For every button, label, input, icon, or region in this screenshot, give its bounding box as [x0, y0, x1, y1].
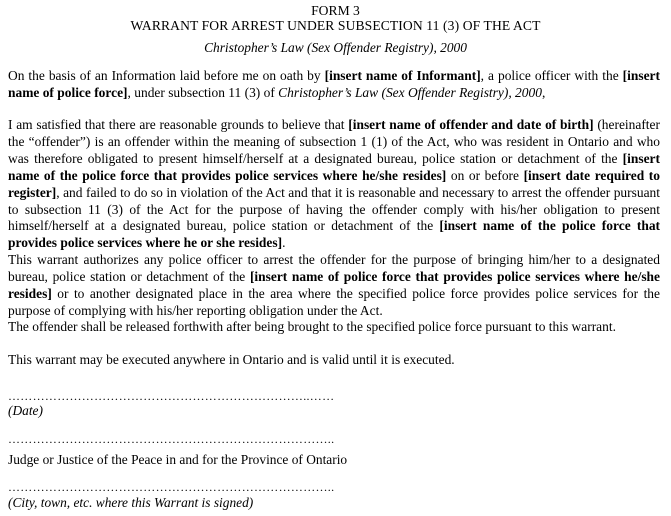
form-number: FORM 3: [311, 3, 360, 18]
judge-signature-line: ……………………………………………………………………..: [8, 433, 335, 445]
act-name-italic: Christopher’s Law (Sex Offender Registry), 2000: [278, 84, 542, 100]
form-title: WARRANT FOR ARREST UNDER SUBSECTION 11 (3) OF THE ACT: [130, 18, 541, 33]
paragraph-text: On the basis of an Information laid before me on oath by: [8, 68, 325, 83]
placeholder-police-force-name: [insert name of police force]: [8, 68, 660, 100]
form-subtitle: Christopher’s Law (Sex Offender Registry), 2000: [204, 40, 467, 55]
placeholder-police-force-residence: [insert name of the police force that provides police services where he/she resides]: [8, 150, 660, 183]
paragraph-text: , and failed to do so in violation of the Act and that it is reasonable and necessary to arrest the offender pursuant to subsection 11 (3) of the Act for the purpose of having the offender comply with his/her obligation to present himself/herself at a designated bureau, police station or detachment of the: [8, 184, 660, 234]
placeholder-offender-name-dob: [insert name of offender and date of birth]: [348, 117, 594, 132]
paragraph-text: .: [282, 235, 286, 251]
paragraph-validity: This warrant may be executed anywhere in Ontario and is valid until it is executed.: [8, 352, 455, 367]
paragraph-text: ,: [541, 84, 546, 100]
judge-label: Judge or Justice of the Peace in and for the Province of Ontario: [8, 452, 348, 467]
paragraph-grounds: [8, 117, 660, 252]
placeholder-police-force-residence-2: [insert name of the police force that provides police services where he or she resides]: [8, 218, 661, 251]
placeholder-registration-date: [insert date required to register]: [8, 167, 660, 200]
date-label: (Date): [8, 403, 43, 418]
place-label: (City, town, etc. where this Warrant is signed): [8, 495, 254, 510]
date-signature-line: ………………………………………………………………..……: [8, 390, 335, 402]
placeholder-informant-name: [insert name of Informant]: [324, 68, 481, 83]
paragraph-text: I am satisfied that there are reasonable grounds to believe that: [8, 117, 349, 132]
paragraph-text: (hereinafter the “offender”) is an offender within the meaning of subsection 1 (1) of the Act, who was resident in Ontario and who was therefore obligated to present himself/herself at a designated bureau, police station or detachment of the: [8, 117, 660, 166]
paragraph-authorization: [8, 252, 660, 320]
paragraph-text: , a police officer with the: [480, 68, 623, 83]
paragraph-information: [8, 68, 660, 102]
paragraph-text: , under subsection 11 (3) of: [127, 84, 279, 100]
paragraph-text: or to another designated place in the area where the specified police force provides police services for the purpose of complying with his/her reporting obligation under the Act.: [8, 285, 660, 318]
placeholder-police-force-residence-3: [insert name of police force that provides police services where he/she resides]: [8, 268, 660, 301]
paragraph-text: This warrant authorizes any police officer to arrest the offender for the purpose of bringing him/her to a designated bureau, police station or detachment of the: [8, 252, 660, 284]
paragraph-release: The offender shall be released forthwith after being brought to the specified police force pursuant to this warrant.: [8, 319, 616, 334]
place-signature-line: ……………………………………………………………………..: [8, 481, 335, 493]
paragraph-text: on or before: [446, 167, 524, 183]
